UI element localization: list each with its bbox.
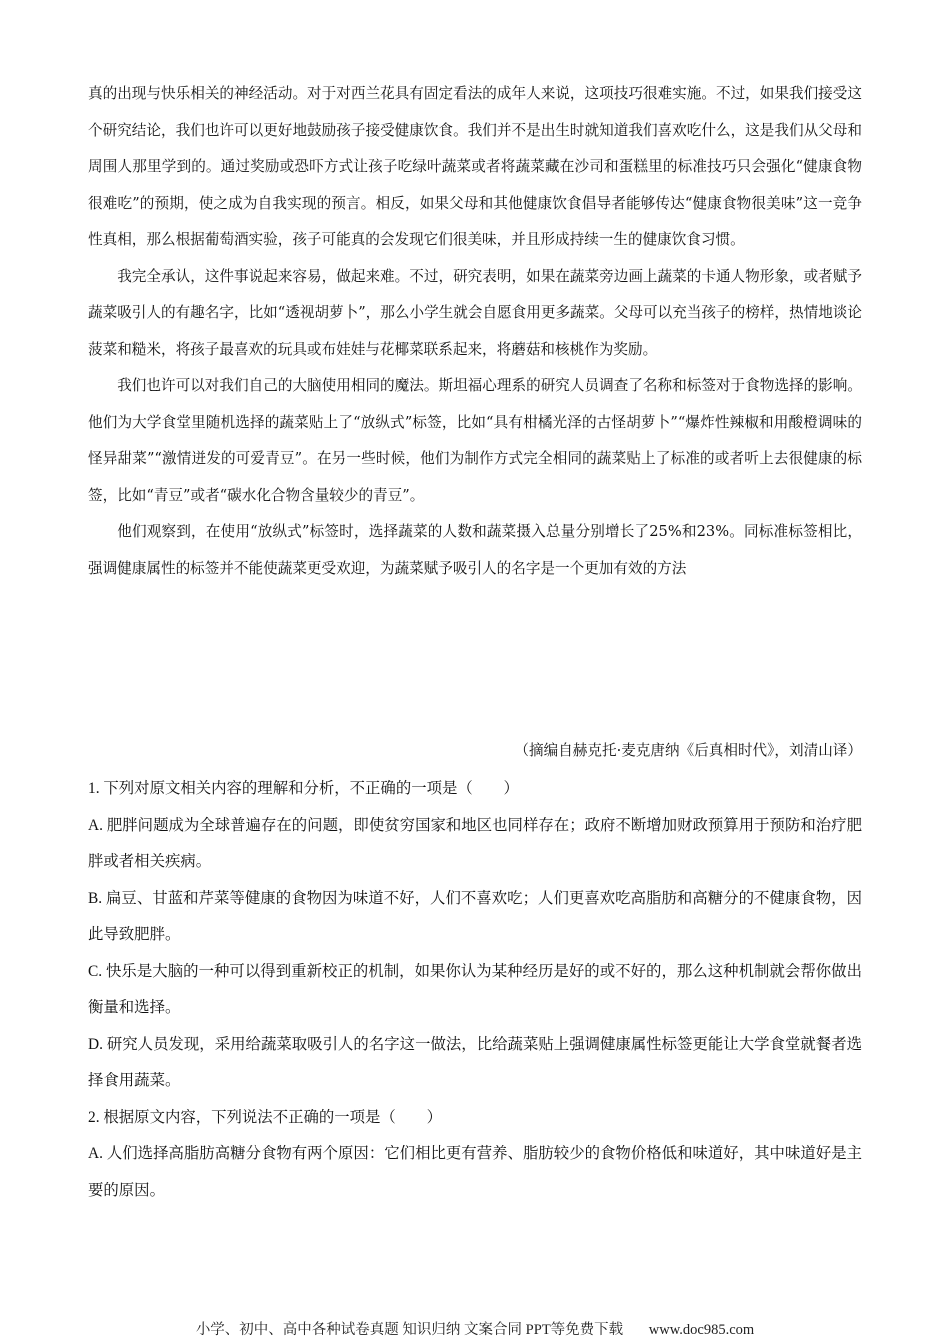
question-1-option-d: D. 研究人员发现，采用给蔬菜取吸引人的名字这一做法，比给蔬菜贴上强调健康属性标签更能让大学食堂就餐者选择食用蔬菜。 — [88, 1035, 862, 1089]
question-section — [88, 771, 862, 1209]
question-2-option-a: A. 人们选择高脂肪高糖分食物有两个原因：它们相比更有营养、脂肪较少的食物价格低和味道好，其中味道好是主要的原因。 — [88, 1145, 862, 1199]
page-footer — [0, 1318, 950, 1339]
passage-paragraph-4: 他们观察到，在使用“放纵式”标签时，选择蔬菜的人数和蔬菜摄入总量分别增长了25%和23%。同标准标签相比，强调健康属性的标签并不能使蔬菜更受欢迎，为蔬菜赋予吸引人的名字是一个更加有效的方法 — [88, 523, 862, 577]
question-1-stem: 1. 下列对原文相关内容的理解和分析，不正确的一项是（ ） — [88, 780, 519, 797]
passage-paragraph-2: 我完全承认，这件事说起来容易，做起来难。不过，研究表明，如果在蔬菜旁边画上蔬菜的卡通人物形象，或者赋予蔬菜吸引人的有趣名字，比如“透视胡萝卜”，那么小学生就会自愿食用更多蔬菜。父母可以充当孩子的榜样，热情地谈论菠菜和糙米，将孩子最喜欢的玩具或布娃娃与花椰菜联系起来，将蘑菇和核桃作为奖励。 — [88, 267, 862, 358]
question-1-option-a: A. 肥胖问题成为全球普遍存在的问题，即使贫穷国家和地区也同样存在；政府不断增加财政预算用于预防和治疗肥胖或者相关疾病。 — [88, 816, 862, 870]
passage-paragraph-3: 我们也许可以对我们自己的大脑使用相同的魔法。斯坦福心理系的研究人员调查了名称和标签对于食物选择的影响。他们为大学食堂里随机选择的蔬菜贴上了“放纵式”标签，比如“具有柑橘光泽的古怪胡萝卜”“爆炸性辣椒和用酸橙调味的怪异甜菜”“激情迸发的可爱青豆”。在另一些时候，他们为制作方式完全相同的蔬菜贴上了标准的或者听上去很健康的标签，比如“青豆”或者“碳水化合物含量较少的青豆”。 — [88, 377, 862, 504]
reading-passage — [88, 76, 862, 587]
passage-paragraph-1: 真的出现与快乐相关的神经活动。对于对西兰花具有固定看法的成年人来说，这项技巧很难实施。不过，如果我们接受这个研究结论，我们也许可以更好地鼓励孩子接受健康饮食。我们并不是出生时就知道我们喜欢吃什么，这是我们从父母和周围人那里学到的。通过奖励或恐吓方式让孩子吃绿叶蔬菜或者将蔬菜藏在沙司和蛋糕里的标准技巧只会强化“健康食物很难吃”的预期，使之成为自我实现的预言。相反，如果父母和其他健康饮食倡导者能够传达“健康食物很美味”这一竞争性真相，那么根据葡萄酒实验，孩子可能真的会发现它们很美味，并且形成持续一生的健康饮食习惯。 — [88, 85, 862, 248]
question-1-option-b: B. 扁豆、甘蓝和芹菜等健康的食物因为味道不好，人们不喜欢吃；人们更喜欢吃高脂肪和高糖分的不健康食物，因此导致肥胖。 — [88, 889, 862, 943]
question-1-option-c: C. 快乐是大脑的一种可以得到重新校正的机制，如果你认为某种经历是好的或不好的，那么这种机制就会帮你做出衡量和选择。 — [88, 962, 862, 1016]
source-attribution: （摘编自赫克托·麦克唐纳《后真相时代》，刘清山译） — [514, 742, 862, 759]
footer-url[interactable]: www.doc985.com — [648, 1322, 755, 1338]
question-2-stem: 2. 根据原文内容，下列说法不正确的一项是（ ） — [88, 1108, 442, 1126]
footer-text: 小学、初中、高中各种试卷真题 知识归纳 文案合同 PPT等免费下载 — [195, 1322, 624, 1338]
